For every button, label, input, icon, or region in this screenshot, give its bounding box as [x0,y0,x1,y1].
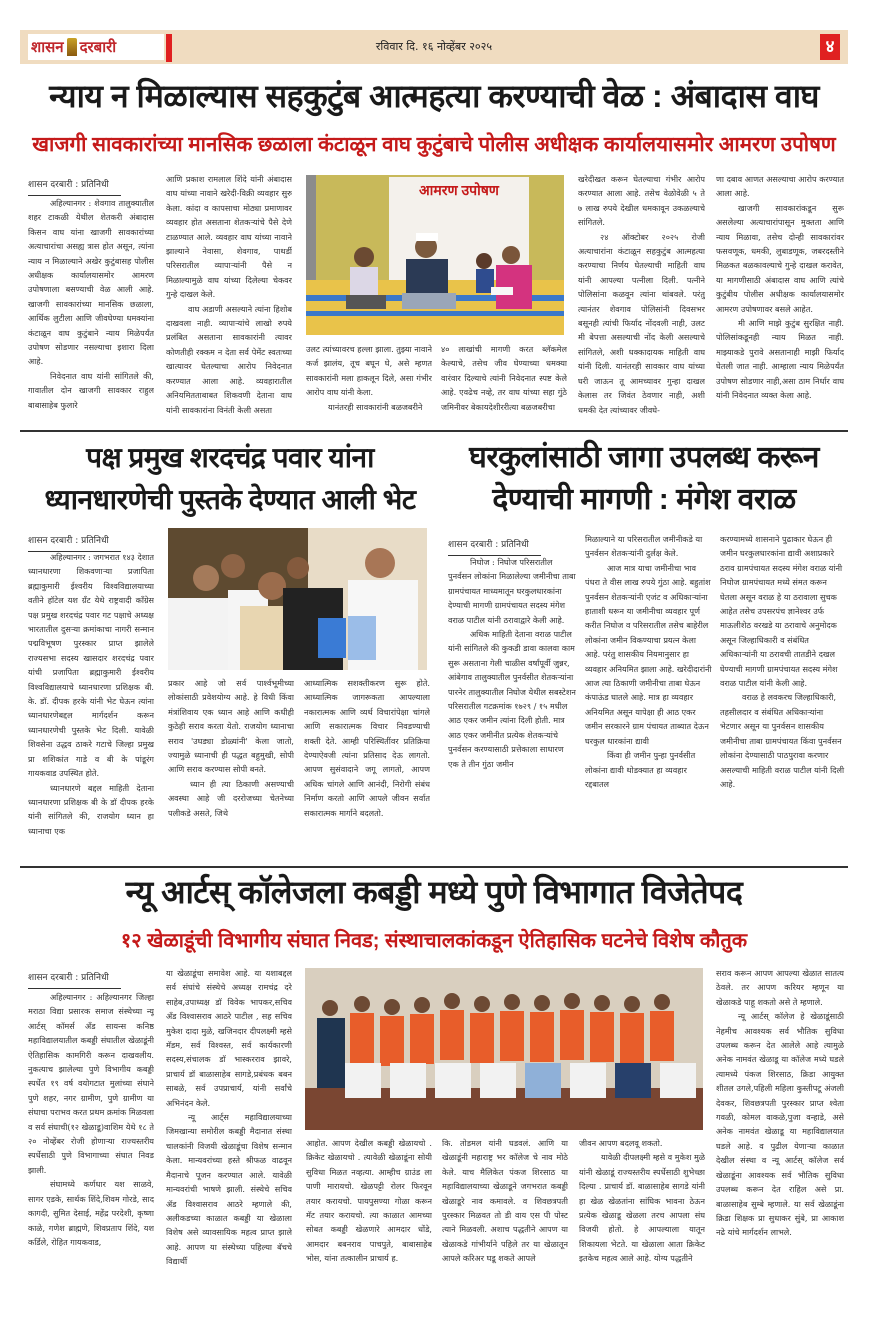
paragraph: ध्यानधारणे बद्दल माहिती देताना ध्यानधारणा प्रशिक्षक बी के डॉ दीपक हरके यांनी सांगितले की, राजयोग ध्यान हा ध्यानाचा एक [28,782,154,836]
paragraph: २४ ऑक्टोबर २०२५ रोजी अत्याचारांना कंटाळून सहकुटुंब आत्महत्या करण्याचा निर्णय घेतल्याची माहिती वाघ यांनी आपल्या पत्नीला दिली. पत्नीने पोलिसांना कळवून त्यांना थांबवले. परंतु त्यानंतर शेवगाव पोलिसांनी दिवसभर बसूनही त्यांची फिर्याद नोंदवली नाही, उलट मी बेपत्ता असल्याची नोंद केली असल्याचे सांगितले, अशी धक्कादायक माहिती वाघ यांनी दिली. यानंतरही सावकार वाघ यांच्या घरी जाऊन तू आमच्यावर गुन्हा दाखल केलास तर जिवंत ठेवणार नाही, अशी धमकी देत त्यांच्यावर जीवघे- [578,231,705,415]
paragraph: निवेदनात वाघ यांनी सांगितले की, गावातील दोन खाजगी सावकार राहुल बाबासाहेब फुलारे [28,370,154,410]
paragraph: प्रकार आहे जो सर्व पार्श्वभूमीच्या लोकांसाठी प्रवेशयोग्य आहे. हे विधी किंवा मंत्रांशिवाय एक ध्यान आहे आणि कधीही कुठेही सराव करता येतो. राजयोग ध्यानाचा सराव 'उघड्या डोळ्यांनी' केला जातो, ज्यामुळे ध्यानाची ही पद्धत बहुमुखी, सोपी आणि सराव करण्यास सोपी बनते. [168,678,294,775]
story3-byline-wrap [448,532,541,556]
story4-headline: न्यू आर्टस् कॉलेजला कबड्डी मध्ये पुणे विभागात विजेतेपद [125,874,743,910]
story1-column-4 [441,342,567,422]
paragraph: अहिल्यानगर : जगभरात १४३ देशात ध्यानधारणा शिकवणाऱ्या प्रजापिता ब्रह्माकुमारी ईश्वरीय विश्वविद्यालयाच्या वतीने हॉटेल यश ग्रँट येथे राष्ट्रवादी काँग्रेस पक्ष प्रमुख शरदचंद्र पवार गट पक्षाचे अध्यक्ष भारतातील दुसऱ्या क्रमांकाचा नागरी सन्मान पद्मविभूषण पुरस्कार प्राप्त झालेले राज्यसभा सदस्य खासदार शरदचंद्र पवार यांची प्रजापिता ब्रह्माकुमारी ईश्वरीय विश्वविद्यालयाचे ध्यानधारणा प्रशिक्षक बी. के. डॉ. दीपक हरके यांनी भेट घेऊन त्यांना ध्यानधारणेबद्दल मार्गदर्शन करून ध्यानधारणेची पुस्तके भेट दिली. यावेळी शिवसेना उद्धव ठाकरे गटाचे जिल्हा प्रमुख प्रा शशिकांत गाडे व बी के पांडूरंग गायकवाड उपस्थित होते. [28,552,154,779]
story2-column-2 [168,676,294,861]
story2-byline-wrap [28,528,121,552]
story3-headline-line1: घरकुलांसाठी जागा उपलब्ध करून [469,441,819,474]
masthead [20,30,848,64]
story1-byline: शासन दरबारी : प्रतिनिधी [28,177,121,196]
paragraph: आहोत. आपण देखील कबड्डी खेळायचो . क्रिकेट खेळायचो . त्यावेळी खेळाडूंना सोयी सुविधा मिळत नव्हत्या. आम्हीच ग्राउंड ला पाणी मारायचो. खेळपट्टी रोलर फिरवून तयार करायचो. पायपुसण्या गोळा करून मॅट तयार करायचो. त्या काळात आमच्या सोबत कबड्डी खेळणारे आमदार धोंडे, आमदार बबनराव पाचपुते, बाबासाहेब भोस, यांना तत्कालीन प्राचार्य ह. [306,1138,432,1264]
paragraph: यावेळी दीपलक्ष्मी म्हसे व मुकेश मुळे यांनी खेळाडूं राज्यस्तरीय स्पर्धेसाठी शुभेच्छा दिल्या . प्राचार्य डॉ. बाळासाहेब सागडे यांनी हा खेळ खेळतांना सांघिक भावना ठेऊन प्रत्येक खेळाडू खेळला तरच आपला संघ विजयी होतो. हे आपल्याला यातून शिकायला भेटते. या खेळाला आता क्रिकेट इतकेच महत्व आले आहे. योग्य पद्धतीने [579,1152,705,1264]
logo-text-right: दरबारी [79,38,117,56]
paragraph: निघोज : निघोज परिसरातील पुनर्वसन लोकांना मिळालेल्या जमीनीचा ताबा ग्रामपंचायत माध्यमातून घरकुलधारकांना देण्याची मागणी ग्रामपंचायत सदस्य मंगेश वराळ पाटील यांनी ठरावाद्वारे केली आहे. [448,557,576,625]
section-divider [20,866,848,868]
paragraph: संघामध्ये कर्णधार यश साळवे, सागर एडके, सार्थक शिंदे,शिवम गोरडे, साद कागदी, सुमित देसाई, महेंद्र परदेशी, कृष्णा काळे, गणेश ब्राह्मणे, शिवप्रताप शिंदे, यश कर्डिले, रोहित गायकवाड, [28,1179,154,1247]
issue-date: रविवार दि. १६ नोव्हेंबर २०२५ [375,40,493,53]
paragraph: ध्यान ही त्या ठिकाणी असण्याची अवस्था आहे जी दररोजच्या चेतनेच्या पलीकडे असते, जिथे [168,778,294,818]
paragraph: न्यू आर्टस् कॉलेज हे खेळाडूंसाठी नेहमीच आवश्यक सर्व भौतिक सुविधा उपलब्ध करून देत आलेले आहे त्यामुळे अनेक नामवंत खेळाडू या कॉलेज मध्ये घडले त्यामध्ये पंकज शिरसाठ, क्रिडा आयुक्त शीतल उगले,पहिली महिला कुस्तीपटू अंजली देवकर, शिवछत्रपती पुरस्कार प्राप्त श्वेता गवळी, कोमल वाकळे,पुजा वन्हाडे, असे अनेक नामवंत खेळाडू या महाविद्यालयात घडले आहे. व पुढील येणाऱ्या काळात देखील संस्था व न्यू आर्टस् कॉलेज सर्व खेळाडूंना आवश्यक सर्व भौतिक सुविधा उपलब्ध करून देत राहिल असे प्रा. बाळासाहेब सुम्बे म्हणाले. या सर्व खेळाडूंना क्रिडा शिक्षक प्रा सुधाकर सुंबे, प्रा आकाश नढे यांचे मार्गदर्शन लाभले. [716,1011,844,1238]
book-presentation-photo-illustration [168,528,427,670]
protest-banner-title: आमरण उपोषण [419,182,499,198]
paragraph: आणि प्रकाश रामलाल शिंदे यांनी अंबादास वाघ यांच्या नावाने खरेदी-विक्री व्यवहार सुरु केला. कांदा व कापसाचा मोठ्या प्रमाणावर व्यवहार होत असताना शेतकऱ्यांचे पैसे देणे टाळण्यात आले. व्यवहार वाघ यांच्या नावाने झाल्याने नेवासा, शेवगाव, पाथर्डी परिसरातील व्यापाऱ्यांनी पैसे न मिळाल्यामुळे वाघ यांच्या दिलेल्या चेकवर गुन्हे दाखल केले. [166,174,292,300]
story1-photo [306,175,564,335]
paragraph: कि. तोडमल यांनी घडवलं. आणि या खेळाडूंनी महाराष्ट्र भर कॉलेज चे नाव मोठे केले. याच मैलिकेत पंकज शिरसाठ या महाविद्यालयाच्या खेळाडूने जगभरात कबड्डी खेळाडूरे नाव कमावले. व शिवछत्रपती पुरस्कार मिळवत तो डी वाय एस पी पोस्ट त्याने मिळवली. अशाच पद्धतीने आपण या खेळाकडे गांभीर्याने पहिले तर या खेळातून आपले करिअर घडू शकते आपले [442,1138,568,1264]
paragraph: णा दबाव आणत असल्याचा आरोप करण्यात आला आहे. [716,174,844,199]
paragraph: यानंतरही सावकारांनी बळजबरीने [328,401,423,412]
story1-subheadline: खाजगी सावकारांच्या मानसिक छळाला कंटाळून वाघ कुटुंबाचे पोलीस अधीक्षक कार्यालयासमोर आमरण उपोषण [32,133,836,156]
story1-column-5 [578,172,705,422]
paragraph: या खेळाडूंचा समावेश आहे. या यशाबद्दल सर्व संघांचे संस्थेचे अध्यक्ष रामचंद्र दरे साहेब,उपाध्यक्ष डॉ विवेक भापकर,सचिव अँड विश्वासराव आठरे पाटील , सह सचिव मुकेश दादा मुळे, खजिनदार दीपलक्ष्मी म्हसे मॅडम, सर्व विश्वस्त, सर्व कार्यकारणी सदस्य,संचालक डॉ भास्करराव झावरे, प्राचार्य डॉ बाळासाहेब सागडे,प्रबंधक बबन साबळे, सर्व उपप्राचार्य, यांनी सर्वांचे अभिनंदन केले. [166,968,292,1108]
story1-column-1 [28,196,154,421]
paragraph: मिळाल्याने या परिसरातील जमीनीकडे या पुनर्वसन शेतकऱ्यांनी दुर्लक्ष केले. [585,534,703,559]
story2-headline-line1: पक्ष प्रमुख शरदचंद्र पवार यांना [86,442,374,473]
paragraph: खाजगी सावकारांकडून सुरू असलेल्या अत्याचारांपासून मुक्तता आणि न्याय मिळावा, तसेच दोन्ही सावकारांवर फसवणूक, धमकी, लुबाडणूक, जबरदस्तीने मिळकत बळकावल्याचे गुन्हे दाखल करावेत, या मागणीसाठी अंबादास वाघ आणि त्यांचे कुटुंबीय पोलीस अधीक्षक कार्यालयासमोर आमरण उपोषणावर बसले आहेत. [716,202,844,314]
story4-byline-wrap [28,965,121,989]
paragraph: सराव करून आपण आपल्या खेळात सातत्य ठेवले. तर आपण करियर म्हणून या खेळाकडे पाहू शकतो असे ते म्हणाले. [716,968,844,1007]
paragraph: वराळ हे लवकरच जिल्हाधिकारी, तहसीलदार व संबंधित अधिकाऱ्यांना भेटणार असून या पुनर्वसन शासकीय जमीनीचा ताबा ग्रामपंचायत किंवा पुनर्वसन लोकांना देण्यासाठी पाठपुरावा करणार असल्याची माहिती वराळ पाटील यांनी दिली आहे. [720,692,845,789]
paragraph: आज मात्र याचा जमीनीचा भाव पंधरा ते वीस लाख रुपये गुंठा आहे. बहुतांश पुनर्वसन शेतकऱ्यांनी एजंट व अधिकाऱ्यांना हाताशी धरून या जमीनीचा व्यवहार पूर्ण करीत निघोज व परिसरातील तसेच बाहेरील लोकांना जमीन विकण्याचा प्रयत्न केला आहे. परंतु शासकीय नियमानुसार हा व्यवहार अनियमित झाला आहे. खरेदीदारांनी आज त्या ठिकाणी जमीनीचा ताबा घेऊन कंपाऊंड घातले आहे. मात्र हा व्यवहार अनियमित असून यापेक्षा ही आठ एकर जमीन सरकारने ग्राम पंचायत ताब्यात देऊन घरकुल धारकांना द्यावी [585,562,712,746]
kabaddi-team-photo-illustration [305,968,703,1130]
paragraph: वाघ अडाणी असल्याने त्यांना हिशोब दाखवला नाही. व्यापाऱ्यांचे लाखो रुपये प्रलंबित असताना सावकारांनी त्यावर कोणतीही रक्कम न देता सर्व पेमेंट स्वतःच्या खात्यावर घेतल्याचा आरोप निवेदनात करण्यात आला आहे. व्यवहारातील अनियमितताबाबत शिकवणी देताना वाघ यांनी सावकारांना विनंती केली असता [166,303,292,415]
story4-column-3 [306,1136,432,1271]
story1-byline-wrap [28,172,121,196]
paragraph: उलट त्यांच्यावरच हल्ला झाला. तुझ्या नावाने कर्ज झालंय, तूच बघून घे, असे म्हणत सावकारांनी मला हाकलून दिले, असा गंभीर आरोप वाघ यांनी केला. [306,344,432,398]
story4-column-2 [166,966,292,1268]
story1-column-6 [716,172,844,422]
story1-column-3 [306,342,432,422]
paragraph: खरेदीखत करून घेतल्याचा गंभीर आरोप करण्यात आला आहे. तसेच वेळोवेळी ५ ते ७ लाख रुपये देखील धमकावून उकळल्याचे सांगितले. [578,174,705,228]
paragraph: अहिल्यानगर : अहिल्यानगर जिल्हा मराठा विद्या प्रसारक समाज संस्थेच्या न्यू आर्टस् कॉमर्स अँड सायन्स कनिष्ठ महाविद्यालयातील कबड्डी संघातील खेळाडूंनी ऐतिहासिक कामगिरी करून दाखवलीय. नुकत्याच झालेल्या पुणे विभागीय कबड्डी स्पर्धेत १९ वर्ष वयोगटात मुलांच्या संघाने पुणे शहर, नगर ग्रामीण, पुणे ग्रामीण या संघाचा पराभव करत प्रथम क्रमांक मिळवला व सर्व संघाची(१२ खेळाडू)वाशिम येथे १८ ते २० नोव्हेंबर रोजी होणाऱ्या राज्यस्तरीय स्पर्धेसाठी पुणे विभागाच्या संघात निवड झाली. [28,992,154,1175]
paragraph: ४० लाखांची मागणी करत ब्लॅकमेल केल्याचे, तसेच जीव घेण्याच्या धमक्या वारंवार दिल्याचे त्यांनी निवेदनात स्पष्ट केले आहे. एवढेच नव्हे, तर वाघ यांच्या सहा गुंठे जमिनीवर बेकायदेशीररीत्या बळजबरीचा [441,344,567,412]
story4-column-5 [579,1136,705,1271]
paragraph: जीवन आपण बदलवू शकतो. [579,1138,663,1148]
story2-headline-line2: ध्यानधारणेची पुस्तके देण्यात आली भेट [44,484,416,515]
story3-headline-line2: देण्याची मागणी : मंगेश वराळ [492,483,796,516]
story3-column-1 [448,555,576,860]
paragraph: आध्यात्मिक सशक्तीकरण सुरू होते. आध्यात्मिक जागरूकता आपल्याला नकारात्मक आणि व्यर्थ विचारांपेक्षा चांगले आणि सकारात्मक विचार निवडण्याची शक्ती देते. आम्ही परिस्थितींवर प्रतिक्रिया देण्याऐवजी त्यांना प्रतिसाद देऊ लागतो. आपण सुसंवादाने जगू लागतो, आपण अधिक चांगले आणि आनंदी, निरोगी संबंध निर्माण करतो आणि आपले जीवन सर्वात सकारात्मक मार्गाने बदलतो. [304,678,430,818]
paragraph: अधिक माहिती देताना वराळ पाटील यांनी सांगितले की कुकडी डावा कालवा काम सुरू असताना गेली चाळीस वर्षांपूर्वी जुन्नर, आंबेगाव तालुक्यातील पुनर्वसीत शेतकऱ्यांना पारनेर तालुक्यातील निघोज येथील सबस्टेशन परिसरातील गटक्रमांक १७२९ / १५ मधील आठ एकर जमीन त्यांना दिली होती. मात्र आठ एकर जमीनीत प्रत्येक शेतकऱ्यांचे पुनर्वसन करण्यासाठी प्रत्तेकाला साधारण एक ते तीन गुंठा जमीन [448,629,576,769]
story4-column-6 [716,966,844,1271]
story2-photo [168,528,427,670]
story2-column-3 [304,676,430,861]
story3-byline: शासन दरबारी : प्रतिनिधी [448,537,541,556]
story2-byline: शासन दरबारी : प्रतिनिधी [28,533,121,552]
paragraph: अहिल्यानगर : शेवगाव तालुक्यातील शहर टाकळी येथील शेतकरी अंबादास किसन वाघ यांना खाजगी सावकारांच्या अत्याचारांचा असह्य त्रास होत असून, त्यांना न्याय न मिळाल्याने अखेर कुटुंबासह पोलीस अधीक्षक कार्यालयासमोर आमरण उपोषणाला बसण्याची वेळ आली आहे. खाजगी सावकारांच्या मानसिक छळाला, आर्थिक लुटीला आणि जीवघेण्या धमक्यांना कंटाळून वाघ कुटुंबाने न्याय मिळेपर्यंत उपोषण सोडणार नसल्याचा इशारा दिला आहे. [28,198,154,367]
story4-team-photo [305,968,703,1130]
story3-column-2 [585,532,713,860]
logo-text-left: शासन [31,38,64,56]
story2-column-1 [28,550,154,860]
paragraph: मी आणि माझे कुटुंब सुरक्षित नाही. पोलिसांकडूनही न्याय मिळत नाही. माझ्याकडे पुरावे असतानाही माझी फिर्याद घेतली जात नाही. आम्हाला न्याय मिळेपर्यंत उपोषण सोडणार नाही,असा ठाम निर्धार वाघ यांनी निवेदनात व्यक्त केला आहे. [716,318,844,401]
paragraph: किंवा ही जमीन पुन्हा पुनर्वसीत लोकांना द्यावी थोडक्यात हा व्यवहार रद्दबातल [585,750,696,789]
story4-subheadline: १२ खेळाडूंची विभागीय संघात निवड; संस्थाचालकांकडून ऐतिहासिक घटनेचे विशेष कौतुक [120,930,748,952]
story1-headline: न्याय न मिळाल्यास सहकुटुंब आत्महत्या करण्याची वेळ : अंबादास वाघ [49,78,819,114]
paragraph: करण्यामध्ये शासनाने पुढाकार घेऊन ही जमीन घरकुलधारकांना द्यावी अशाप्रकारे ठराव ग्रामपंचायत सदस्य मंगेश वराळ यांनी निघोज ग्रामपंचायत मध्ये संमत करून घेतला असून वराळ हे या ठरावाला सुचक आहेत तसेच उपसरपंच ज्ञानेश्वर उर्फ माऊलीशेठ वरखडे या ठरावाचे अनुमोदक असून जिल्हाधिकारी व संबंधित अधिकाऱ्यांनी या ठरावची तातडीने दखल घेण्याची मागणी ग्रामपंचायत सदस्य मंगेश वराळ पाटील यांनी केली आहे. [720,534,843,689]
story4-byline: शासन दरबारी : प्रतिनिधी [28,970,121,989]
story1-column-2 [166,172,292,421]
story4-column-1 [28,990,154,1270]
story4-column-4 [442,1136,568,1271]
page-number: ४ [820,34,840,60]
story3-column-3 [720,532,846,860]
paragraph: न्यू आर्ट्स महाविद्यालयाच्या जिमखान्या समोरील कबड्डी मैदानात संस्था चालकांनी विजयी खेळाडूंचा विशेष सन्मान केला. मान्यवरांच्या हस्ते श्रीफळ वाढवून मैदानाचे पूजन करण्यात आले. यावेळी मान्यवरांची भाषणे झाली. संस्थेचे सचिव ॲड विश्वासराव आठरे म्हणाले की, अलीकडच्या काळात कबड्डी या खेळाला विशेष असे व्यावसायिक महत्व प्राप्त झाले आहे. आपण या संस्थेच्या पहिल्या बॅचचे विद्यार्थी [166,1112,292,1267]
section-divider [20,430,848,432]
